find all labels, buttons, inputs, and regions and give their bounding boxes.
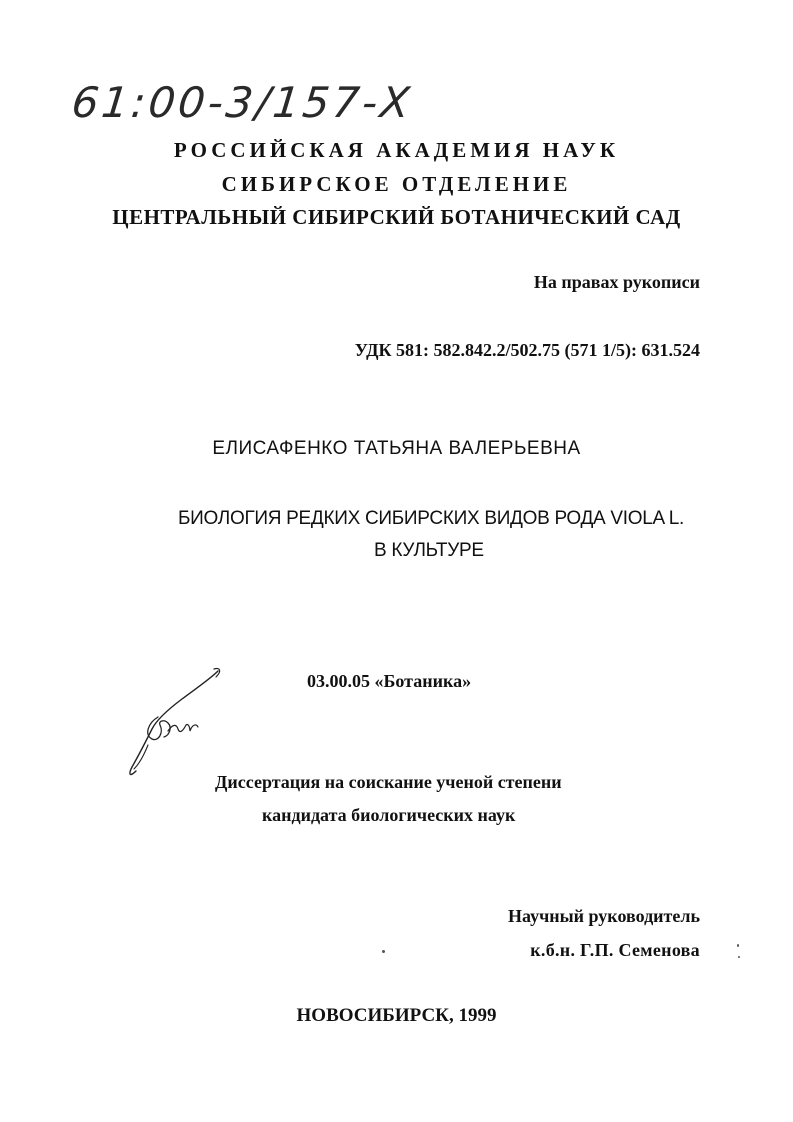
branch-heading: СИБИРСКОЕ ОТДЕЛЕНИЕ <box>221 172 572 196</box>
thesis-title-line-1: БИОЛОГИЯ РЕДКИХ СИБИРСКИХ ВИДОВ РОДА VIOLA L. <box>178 508 685 529</box>
dissertation-line-2: кандидата биологических наук <box>262 805 516 825</box>
archive-code: 61:00-3/157-Х <box>69 78 415 127</box>
scan-speck <box>382 950 385 953</box>
specialty-code: 03.00.05 «Ботаника» <box>307 671 472 691</box>
supervisor-role: Научный руководитель <box>508 906 700 926</box>
institution-heading: ЦЕНТРАЛЬНЫЙ СИБИРСКИЙ БОТАНИЧЕСКИЙ САД <box>112 205 681 229</box>
academy-heading: РОССИЙСКАЯ АКАДЕМИЯ НАУК <box>173 138 620 162</box>
scan-speck <box>737 944 739 947</box>
thesis-title-line-2: В КУЛЬТУРЕ <box>374 540 484 561</box>
supervisor-name: к.б.н. Г.П. Семенова <box>530 940 700 960</box>
scan-speck <box>738 956 740 958</box>
signature-mark <box>118 665 228 785</box>
dissertation-line-1: Диссертация на соискание ученой степени <box>215 772 562 792</box>
city-year: НОВОСИБИРСК, 1999 <box>296 1005 497 1026</box>
author-name: ЕЛИСАФЕНКО ТАТЬЯНА ВАЛЕРЬЕВНА <box>212 438 581 459</box>
udc-code: УДК 581: 582.842.2/502.75 (571 1/5): 631.524 <box>354 340 700 360</box>
rights-note: На правах рукописи <box>533 272 700 292</box>
